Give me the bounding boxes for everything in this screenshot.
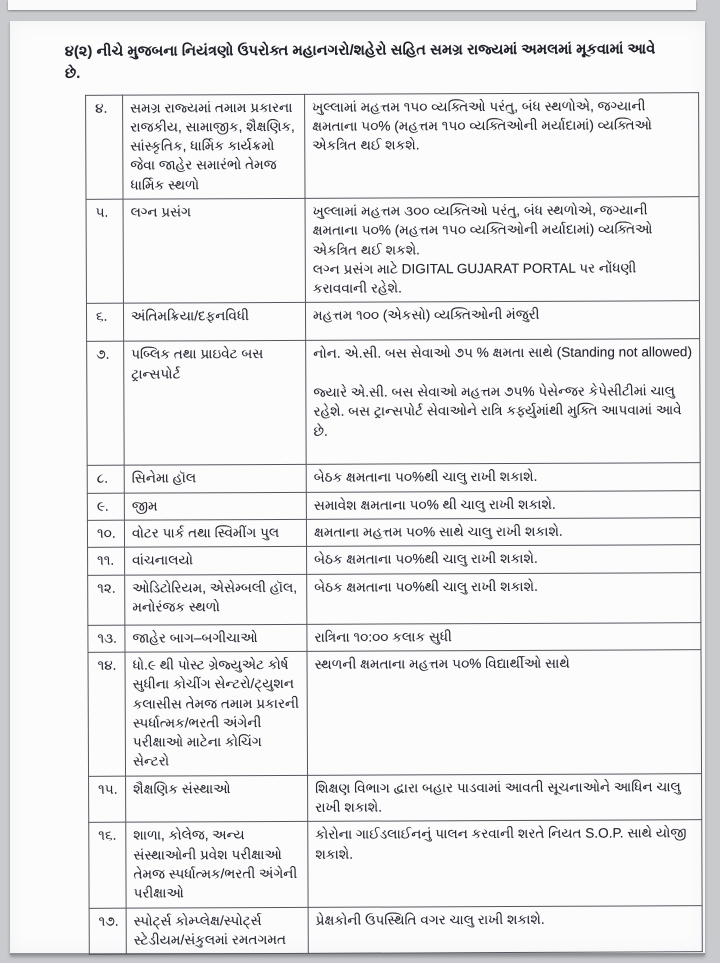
row-restriction: ખુલ્લામાં મહત્તમ ૧૫૦ વ્યક્તિઓ પરંતુ, બંધ સ્થળોએ, જગ્યાની ક્ષમતાના ૫૦% (મહત્તમ ૧૫૦ વ્યક્તિઓની મર્યાદામાં) વ્યક્તિઓ એકત્રિત થઈ શકશે. bbox=[305, 92, 699, 198]
row-restriction: પ્રેક્ષકોની ઉપસ્થિતિ વગર ચાલુ રાખી શકાશે. bbox=[308, 905, 702, 953]
table-row bbox=[86, 197, 699, 304]
table-row bbox=[87, 463, 700, 493]
table-row bbox=[88, 572, 701, 625]
row-number: ૬. bbox=[86, 304, 123, 342]
table-row bbox=[87, 518, 700, 548]
table-row bbox=[89, 905, 702, 954]
row-number: ૧૪. bbox=[88, 652, 126, 776]
row-number: ૭. bbox=[87, 342, 125, 466]
table-row bbox=[88, 622, 701, 652]
row-restriction: કોરોના ગાઈડલાઈનનું પાલન કરવાની શરતે નિયત S.O.P. સાથે યોજી શકાશે. bbox=[308, 820, 702, 907]
row-number: ૪. bbox=[86, 95, 123, 200]
previous-page-bottom-edge bbox=[8, 0, 696, 10]
row-restriction: ક્ષમતાના મહત્તમ ૫૦% સાથે ચાલુ રાખી શકાશે. bbox=[306, 518, 700, 547]
table-row bbox=[89, 820, 702, 908]
row-category: ઓડિટોરિયમ, એસેમ્બલી હૉલ, મનોરંજક સ્થળો bbox=[125, 574, 307, 625]
row-category: ધો.૯ થી પોસ્ટ ગ્રેજ્યુએટ કોર્ષ સુધીના કોચીંગ સેન્ટરો/ટ્યુશન કલાસીસ તેમજ તમામ પ્રકારની સ્પર્ધાત્મક/ભરતી અંગેની પરીક્ષાઓ માટેના કોચિંગ સેન્ટરો bbox=[125, 651, 308, 776]
table-row bbox=[89, 773, 702, 822]
row-restriction: બેઠક ક્ષમતાના ૫૦%થી ચાલુ રાખી શકાશે. bbox=[306, 463, 700, 492]
row-number: ૧૬. bbox=[89, 823, 126, 908]
row-restriction: રાત્રિના ૧૦:૦૦ કલાક સુધી bbox=[307, 622, 701, 651]
table-row bbox=[87, 339, 701, 466]
regulations-table bbox=[85, 92, 703, 955]
row-number: ૧૧. bbox=[88, 548, 125, 575]
table-row bbox=[88, 545, 701, 575]
row-number: ૧૭. bbox=[89, 908, 126, 955]
row-restriction: સ્થળની ક્ષમતાના મહત્તમ ૫૦% વિદ્યાર્થીઓ સાથે bbox=[307, 650, 702, 775]
row-category: સમગ્ર રાજ્યમાં તમામ પ્રકારના રાજકીય, સામાજીક, શૈક્ષણિક, સાંસ્કૃતિક, ધાર્મિક કાર્યક્રમો જેવા જાહેર સમારંભો તેમજ ધાર્મિક સ્થળો bbox=[123, 94, 305, 199]
row-category: પબ્લિક તથા પ્રાઇવેટ બસ ટ્રાન્સપોર્ટ bbox=[124, 341, 307, 466]
row-number: ૫. bbox=[86, 199, 123, 304]
document-page bbox=[10, 21, 705, 955]
row-restriction: નોન. એ.સી. બસ સેવાઓ ૭૫ % ક્ષમતા સાથે (Standing not allowed) જ્યારે એ.સી. બસ સેવાઓ મહત્તમ ૭૫% પેસેન્જર કેપેસીટીમાં ચાલુ રહેશે. બસ ટ્રાન્સપોર્ટ સેવાઓને રાત્રિ કર્ફ્યુમાંથી મુક્તિ આપવામાં આવે છે. bbox=[306, 339, 701, 465]
row-restriction: શિક્ષણ વિભાગ દ્વારા બહાર પાડવામાં આવતી સૂચનાઓને આધિન ચાલુ રાખી શકાશે. bbox=[308, 773, 702, 821]
row-category: વોટર પાર્ક તથા સ્વિમીંગ પુલ bbox=[124, 519, 306, 547]
row-category: લગ્ન પ્રસંગ bbox=[123, 198, 305, 303]
row-number: ૧૫. bbox=[89, 776, 126, 823]
row-restriction: ખુલ્લામાં મહત્તમ ૩૦૦ વ્યક્તિઓ પરંતુ, બંધ સ્થળોએ, જગ્યાની ક્ષમતાના ૫૦% (મહત્તમ ૧૫૦ વ્યક્તિઓની મર્યાદામાં) વ્યક્તિઓ એકત્રિત થઈ શકશે. લગ્ન પ્રસંગ માટે DIGITAL GUJARAT PORTAL પર નોંધણી કરાવવાની રહેશે. bbox=[305, 197, 699, 303]
row-number: ૧૦. bbox=[87, 520, 124, 547]
row-restriction: સમાવેશ ક્ષમતાના ૫૦% થી ચાલુ રાખી શકાશે. bbox=[306, 490, 700, 519]
row-category: જીમ bbox=[124, 492, 306, 520]
row-restriction: બેઠક ક્ષમતાના ૫૦%થી ચાલુ રાખી શકાશે. bbox=[307, 572, 701, 624]
row-category: શૈક્ષણિક સંસ્થાઓ bbox=[126, 775, 308, 822]
row-category: સિનેમા હૉલ bbox=[124, 465, 306, 493]
row-restriction: બેઠક ક્ષમતાના ૫૦%થી ચાલુ રાખી શકાશે. bbox=[307, 545, 701, 574]
row-category: સ્પોર્ટ્સ કોમ્પ્લેક્ષ/સ્પોર્ટ્સ સ્ટેડીયમ/સંકુલમાં રમતગમત bbox=[126, 907, 308, 954]
row-category: વાંચનાલયો bbox=[125, 547, 307, 575]
table-row bbox=[86, 92, 699, 199]
table-row bbox=[86, 301, 699, 342]
page-content bbox=[10, 18, 709, 955]
row-number: ૧૨. bbox=[88, 575, 125, 625]
row-category: જાહેર બાગ–બગીચાઓ bbox=[125, 624, 307, 652]
row-number: ૯. bbox=[87, 493, 124, 520]
row-number: ૮. bbox=[87, 466, 124, 493]
row-number: ૧૩. bbox=[88, 625, 125, 652]
table-row bbox=[88, 650, 702, 776]
table-row bbox=[87, 490, 700, 520]
row-restriction: મહત્તમ ૧૦૦ (એકસો) વ્યક્તિઓની મંજુરી bbox=[305, 301, 699, 341]
row-category: અંતિમક્રિયા/દફનવિધી bbox=[123, 303, 305, 342]
section-heading: ૪(૨) નીચે મુજબના નિયંત્રણો ઉપરોક્ત મહાનગરો/શહેરો સહિત સમગ્ર રાજ્યમાં અમલમાં મૂકવામાં આવે છે. bbox=[64, 41, 656, 82]
row-category: શાળા, કોલેજ, અન્ય સંસ્થાઓની પ્રવેશ પરીક્ષાઓ તેમજ સ્પર્ધાત્મક/ભરતી અંગેની પરીક્ષાઓ bbox=[126, 822, 308, 908]
